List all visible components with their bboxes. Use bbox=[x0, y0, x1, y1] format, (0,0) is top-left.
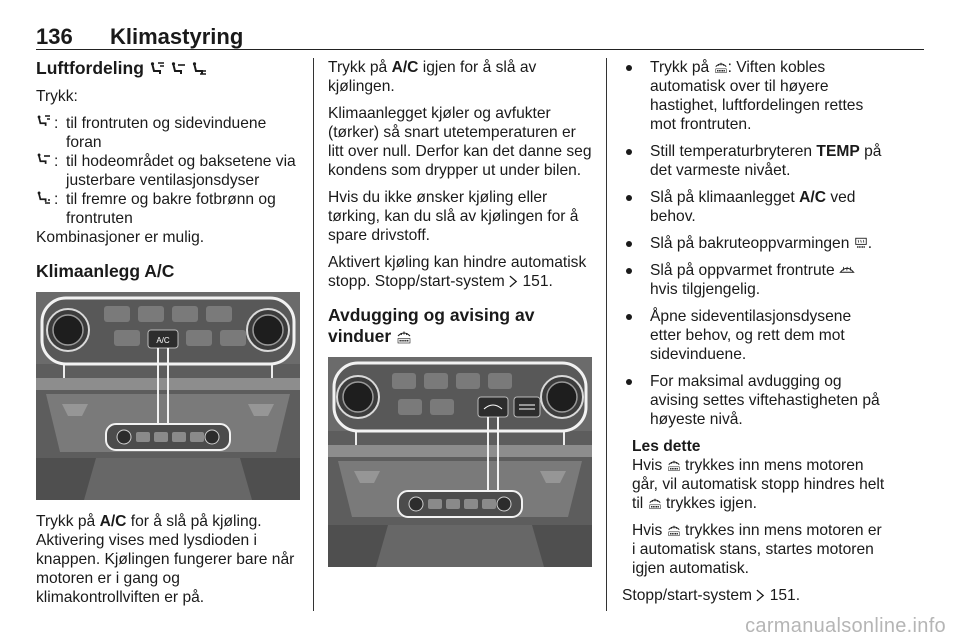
page-title: Klimastyring bbox=[110, 24, 244, 49]
section-heading-ac: Klimaanlegg A/C bbox=[36, 261, 175, 281]
list-item: : til frontruten og sidevinduene foran bbox=[36, 114, 300, 152]
column-2 bbox=[328, 58, 592, 567]
watermark: carmanualsonline.info bbox=[745, 615, 946, 637]
ac-description: Trykk på A/C for å slå på kjøling. Aktivering vises med lysdioden i knappen. Kjølingen fungerer bare når motoren er i gang og klimakontrollviften er på. bbox=[36, 513, 295, 606]
cross-reference: Stopp/start-system 151. bbox=[622, 587, 801, 604]
list-item: Trykk på : Viften kobles automatisk over til høyere hastighet, luftfordelingen rettes mot frontruten. bbox=[622, 58, 886, 134]
section-heading-air-distribution: Luftfordeling bbox=[36, 58, 300, 79]
list-item: Åpne sideventilasjonsdysene etter behov, og rett dem mot sidevinduene. bbox=[622, 307, 886, 364]
bullet-icon bbox=[626, 314, 632, 320]
page-number: 136 bbox=[36, 24, 73, 49]
front-defrost-icon bbox=[648, 497, 662, 510]
column-divider bbox=[606, 58, 607, 611]
bullet-icon bbox=[626, 241, 632, 247]
list-item: Slå på klimaanlegget A/C ved behov. bbox=[622, 188, 886, 226]
front-defrost-icon bbox=[714, 61, 728, 74]
bullet-icon bbox=[626, 379, 632, 385]
air-windscreen-icon bbox=[149, 62, 165, 76]
list-item: Slå på oppvarmet frontrute hvis tilgjengelig. bbox=[622, 261, 886, 299]
lead-text: Trykk: bbox=[36, 88, 78, 105]
bullet-icon bbox=[626, 149, 632, 155]
air-feet-icon bbox=[36, 190, 54, 228]
column-3 bbox=[622, 58, 886, 605]
bullet-icon bbox=[626, 268, 632, 274]
defrost-control-photo bbox=[328, 357, 592, 567]
air-head-icon bbox=[36, 152, 54, 190]
list-item: Slå på bakruteoppvarmingen . bbox=[622, 234, 886, 253]
ac-button-label: A/C bbox=[156, 336, 170, 345]
note-heading: Les dette bbox=[632, 438, 701, 455]
note-paragraph: Hvis trykkes inn mens motoren er i automatisk stans, startes motoren igjen automatisk. bbox=[632, 522, 882, 577]
heated-windscreen-icon bbox=[839, 264, 855, 277]
paragraph: Trykk på A/C igjen for å slå av kjølingen. bbox=[328, 59, 537, 95]
page-reference-icon bbox=[509, 275, 518, 288]
section-heading-defog: Avdugging og avising av vinduer bbox=[328, 305, 535, 346]
ac-control-photo bbox=[36, 292, 300, 500]
page-reference-icon bbox=[756, 589, 765, 602]
air-feet-icon bbox=[191, 62, 207, 76]
note-box bbox=[622, 437, 886, 578]
front-defrost-icon bbox=[667, 524, 681, 537]
front-defrost-icon bbox=[667, 459, 681, 472]
note-paragraph: Hvis trykkes inn mens motoren går, vil automatisk stopp hindres helt til trykkes igjen. bbox=[632, 457, 885, 512]
list-item: Still temperaturbryteren TEMP på det varmeste nivået. bbox=[622, 142, 886, 180]
air-head-icon bbox=[170, 62, 186, 76]
list-item: : til fremre og bakre fotbrønn og frontruten bbox=[36, 190, 300, 228]
column-divider bbox=[313, 58, 314, 611]
bullet-icon bbox=[626, 65, 632, 71]
paragraph: Klimaanlegget kjøler og avfukter (tørker) så snart utetemperaturen er litt over null. Derfor kan det danne seg kondens som drypper ut under bilen. bbox=[328, 105, 592, 179]
paragraph: Hvis du ikke ønsker kjøling eller tørking, kan du slå av kjølingen for å spare drivstoff. bbox=[328, 189, 579, 244]
list-item: For maksimal avdugging og avising settes viftehastigheten på høyeste nivå. bbox=[622, 372, 886, 429]
column-1 bbox=[36, 58, 300, 607]
bullet-icon bbox=[626, 195, 632, 201]
defrost-steps bbox=[622, 58, 886, 429]
list-item: : til hodeområdet og baksetene via justerbare ventilasjonsdyser bbox=[36, 152, 300, 190]
front-defrost-icon bbox=[396, 330, 412, 344]
air-windscreen-icon bbox=[36, 114, 54, 152]
paragraph: Aktivert kjøling kan hindre automatisk stopp. Stopp/start-system 151. bbox=[328, 254, 587, 290]
page-header bbox=[36, 14, 924, 50]
rear-defrost-icon bbox=[854, 237, 868, 250]
combination-note: Kombinasjoner er mulig. bbox=[36, 229, 205, 246]
